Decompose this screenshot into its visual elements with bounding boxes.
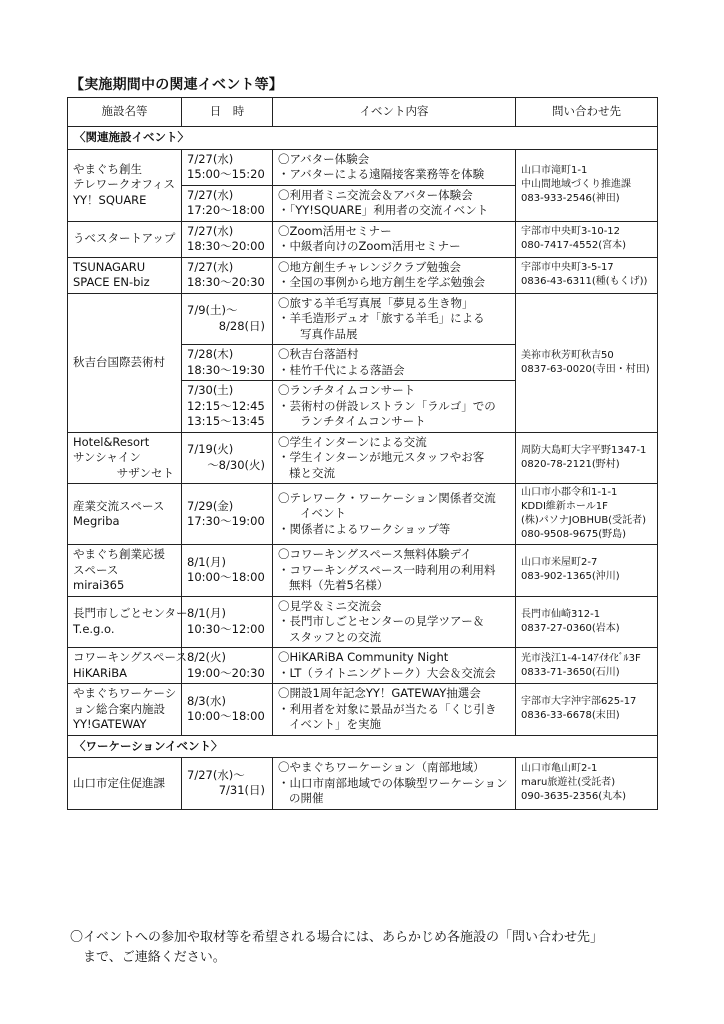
datetime-cell bbox=[182, 381, 273, 433]
content-line: 様と交流 bbox=[289, 465, 335, 480]
contact-line: 光市浅江1-4-14ｱｲｵｲﾋﾞﾙ3F bbox=[521, 652, 641, 664]
content-line: 写真作品展 bbox=[300, 326, 358, 341]
facility-cell bbox=[68, 648, 187, 684]
time-line: 19:00～20:30 bbox=[187, 665, 265, 680]
contact-line: 周防大島町大字平野1347-1 bbox=[521, 444, 647, 456]
facility-line: サザンセト bbox=[116, 465, 174, 480]
table-row bbox=[68, 684, 658, 736]
contact-cell bbox=[516, 758, 658, 810]
datetime-cell bbox=[182, 293, 273, 345]
facility-line: コワーキングスペース bbox=[73, 650, 187, 664]
contact-cell bbox=[516, 596, 658, 648]
content-line: 〇地方創生チャレンジクラブ勉強会 bbox=[278, 259, 461, 274]
content-line: ・学生インターンが地元スタッフやお客 bbox=[278, 450, 485, 464]
facility-line: スペース bbox=[73, 562, 119, 577]
contact-line: 山口市小郡令和1-1-1 bbox=[521, 487, 618, 498]
content-line: の開催 bbox=[289, 791, 324, 805]
contact-cell bbox=[516, 293, 658, 432]
datetime-cell bbox=[182, 596, 273, 648]
facility-cell bbox=[68, 545, 182, 597]
date-line: ～8/30(火) bbox=[207, 457, 265, 472]
footnote bbox=[70, 928, 660, 968]
time-line: 18:30～20:00 bbox=[187, 239, 265, 253]
content-cell bbox=[273, 185, 516, 221]
facility-cell bbox=[68, 596, 188, 648]
facility-cell bbox=[68, 484, 182, 545]
content-line: イベント」を実施 bbox=[289, 717, 381, 731]
content-line: 〇コワーキングスペース無料体験デイ bbox=[278, 547, 472, 561]
date-line: 7/19(火) bbox=[187, 442, 234, 457]
contact-line: 080-7417-4552(宮本) bbox=[521, 240, 627, 251]
time-line: 18:30～19:30 bbox=[187, 362, 265, 377]
table-row bbox=[68, 221, 658, 257]
content-cell bbox=[273, 293, 516, 345]
page-heading: 【実施期間中の関連イベント等】 bbox=[70, 77, 283, 93]
content-cell bbox=[273, 648, 516, 684]
contact-cell bbox=[516, 684, 658, 736]
time-line: 15:00～15:20 bbox=[187, 167, 265, 181]
content-line: ・コワーキングスペース一時利用の利用料 bbox=[278, 562, 496, 577]
facility-line: Megriba bbox=[73, 514, 120, 528]
date-line: 7/27(水) bbox=[187, 187, 234, 202]
facility-line: T.e.g.o. bbox=[73, 621, 115, 636]
facility-line: やまぐちワーケーシ bbox=[73, 686, 177, 700]
content-line: ・LT（ライトニングトーク）大会＆交流会 bbox=[278, 665, 496, 680]
datetime-cell bbox=[182, 484, 273, 545]
facility-cell bbox=[68, 257, 182, 293]
contact-line: 0837-63-0020(寺田・村田) bbox=[521, 363, 650, 375]
content-line: ・芸術村の併設レストラン「ラルゴ」での bbox=[278, 398, 496, 413]
facility-line: やまぐち創生 bbox=[73, 161, 142, 176]
facility-cell bbox=[68, 221, 182, 257]
content-cell bbox=[273, 221, 516, 257]
content-line: 〇HiKARiBA Community Night bbox=[278, 650, 449, 664]
table-row bbox=[68, 758, 658, 810]
time-line: 17:20～18:00 bbox=[187, 203, 265, 217]
content-cell bbox=[273, 758, 516, 810]
table-header-row bbox=[68, 98, 658, 127]
facility-line: ョン総合案内施設 bbox=[73, 701, 165, 716]
contact-cell bbox=[516, 257, 658, 293]
table-row bbox=[68, 648, 658, 684]
contact-cell bbox=[516, 545, 658, 597]
content-line: 〇学生インターンによる交流 bbox=[278, 434, 427, 449]
content-line: ・利用者を対象に景品が当たる「くじ引き bbox=[278, 701, 497, 716]
facility-line: TSUNAGARU bbox=[73, 259, 146, 274]
facility-line: SPACE EN-biz bbox=[73, 275, 150, 289]
content-line: 〇テレワーク・ワーケーション関係者交流 bbox=[278, 490, 496, 505]
facility-line: うべスタートアップ bbox=[73, 231, 176, 246]
time-line: 12:15～12:45 bbox=[187, 398, 265, 413]
content-line: ・関係者によるワークショップ等 bbox=[278, 521, 451, 536]
facility-cell bbox=[68, 684, 182, 736]
content-line: 〇見学＆ミニ交流会 bbox=[278, 598, 382, 613]
datetime-cell bbox=[182, 684, 273, 736]
content-line: 〇やまぐちワーケーション（南部地域） bbox=[278, 760, 485, 774]
contact-line: 0836-33-6678(末田) bbox=[521, 710, 620, 722]
table-row bbox=[68, 149, 658, 185]
content-line: 〇アバター体験会 bbox=[278, 151, 370, 166]
content-line: ・羊毛造形デュオ「旅する羊毛」による bbox=[278, 311, 485, 325]
facility-line: 長門市しごとセンター bbox=[73, 606, 188, 621]
table-row bbox=[68, 545, 658, 597]
content-line: 〇利用者ミニ交流会＆アバター体験会 bbox=[278, 187, 473, 202]
content-cell bbox=[273, 545, 516, 597]
header-datetime: 日 時 bbox=[182, 98, 273, 127]
time-line: 13:15～13:45 bbox=[187, 414, 265, 428]
facility-line: 山口市定住促進課 bbox=[73, 775, 165, 790]
content-cell bbox=[273, 345, 516, 381]
contact-line: 宇部市大字沖宇部625-17 bbox=[521, 696, 637, 708]
content-line: ・山口市南部地域での体験型ワーケーション bbox=[278, 775, 508, 790]
facility-line: 産業交流スペース bbox=[73, 498, 165, 513]
contact-line: 美祢市秋芳町秋吉50 bbox=[521, 349, 614, 361]
content-cell bbox=[273, 684, 516, 736]
facility-cell bbox=[68, 758, 182, 810]
content-line: 〇旅する羊毛写真展「夢見る生き物」 bbox=[278, 295, 474, 310]
content-line: 〇開設1周年記念YY！GATEWAY抽選会 bbox=[278, 686, 481, 700]
header-contact: 問い合わせ先 bbox=[516, 98, 658, 127]
date-line: 8/2(火) bbox=[187, 650, 226, 664]
content-line: 〇Zoom活用セミナー bbox=[278, 223, 392, 238]
content-line: ランチタイムコンサート bbox=[300, 414, 426, 428]
contact-line: 宇部市中央町3-10-12 bbox=[521, 226, 621, 237]
contact-line: 0820-78-2121(野村) bbox=[521, 458, 620, 470]
date-line: 8/28(日) bbox=[218, 318, 265, 333]
content-line: ・長門市しごとセンターの見学ツアー＆ bbox=[278, 614, 485, 628]
datetime-cell bbox=[182, 758, 273, 810]
facility-cell bbox=[68, 293, 182, 432]
content-cell bbox=[273, 484, 516, 545]
facility-line: YY！SQUARE bbox=[73, 192, 147, 207]
contact-line: 0833-71-3650(石川) bbox=[521, 666, 620, 678]
date-line: 7/9(土)～ bbox=[187, 303, 238, 318]
contact-line: 山口市滝町1-1 bbox=[521, 165, 588, 176]
datetime-cell bbox=[182, 149, 273, 185]
datetime-cell bbox=[182, 345, 273, 381]
facility-line: YY!GATEWAY bbox=[73, 717, 147, 731]
content-cell bbox=[273, 596, 516, 648]
datetime-cell bbox=[182, 185, 273, 221]
table-row bbox=[68, 432, 658, 484]
date-line: 7/27(水) bbox=[187, 151, 234, 166]
facility-cell bbox=[68, 149, 182, 221]
time-line: 10:00～18:00 bbox=[187, 570, 265, 585]
content-cell bbox=[273, 432, 516, 484]
date-line: 7/27(水) bbox=[187, 259, 234, 274]
contact-line: 宇部市中央町3-5-17 bbox=[521, 262, 614, 273]
contact-cell bbox=[516, 149, 658, 221]
section-label-workcation: 〈ワーケーションイベント〉 bbox=[68, 735, 658, 758]
datetime-cell bbox=[182, 257, 273, 293]
content-line: ・桂竹千代による落語会 bbox=[278, 362, 405, 377]
content-line: ・全国の事例から地方創生を学ぶ勉強会 bbox=[278, 275, 485, 289]
content-line: ・中級者向けのZoom活用セミナー bbox=[278, 239, 461, 253]
datetime-cell bbox=[182, 648, 273, 684]
date-line: 7/30(土) bbox=[187, 383, 234, 397]
contact-cell bbox=[516, 648, 658, 684]
datetime-cell bbox=[182, 432, 273, 484]
facility-line: サンシャイン bbox=[73, 450, 141, 464]
content-line: 〇秋吉台落語村 bbox=[278, 347, 359, 361]
date-line: 7/27(水) bbox=[187, 223, 234, 238]
datetime-cell bbox=[182, 545, 273, 597]
footnote-line: 〇イベントへの参加や取材等を希望される場合には、あらかじめ各施設の「問い合わせ先」 bbox=[70, 930, 604, 945]
facility-line: HiKARiBA bbox=[73, 665, 127, 680]
datetime-cell bbox=[182, 221, 273, 257]
date-line: 7/31(日) bbox=[218, 783, 265, 798]
header-facility: 施設名等 bbox=[68, 98, 182, 127]
section-label-related: 〈関連施設イベント〉 bbox=[68, 127, 658, 150]
facility-cell bbox=[68, 432, 182, 484]
contact-cell bbox=[516, 432, 658, 484]
facility-line: Hotel&Resort bbox=[73, 434, 150, 449]
facility-line: テレワークオフィス bbox=[73, 177, 176, 192]
header-event-content: イベント内容 bbox=[273, 98, 516, 127]
contact-line: KDDI維新ホール1F bbox=[521, 501, 608, 512]
date-line: 8/1(月) bbox=[187, 606, 226, 621]
time-line: 10:00～18:00 bbox=[187, 709, 265, 724]
table-row bbox=[68, 596, 658, 648]
contact-line: 083-933-2546(神田) bbox=[521, 193, 620, 204]
time-line: 17:30～19:00 bbox=[187, 514, 265, 528]
contact-line: (株)パソナJOBHUB(受託者) bbox=[521, 515, 646, 526]
table-row bbox=[68, 257, 658, 293]
content-line: ・アバターによる遠隔接客業務等を体験 bbox=[278, 167, 485, 181]
contact-cell bbox=[516, 221, 658, 257]
contact-line: 0836-43-6311(種(もくげ)) bbox=[521, 276, 648, 287]
facility-line: 秋吉台国際芸術村 bbox=[73, 354, 165, 369]
content-line: イベント bbox=[300, 506, 346, 521]
content-line: 無料（先着5名様） bbox=[289, 578, 389, 592]
contact-line: 山口市米屋町2-7 bbox=[521, 557, 598, 569]
contact-line: 長門市仙崎312-1 bbox=[521, 608, 601, 620]
footnote-line: まで、ご連絡ください。 bbox=[83, 950, 226, 965]
contact-line: 083-902-1365(沖川) bbox=[521, 571, 620, 583]
events-table bbox=[67, 97, 658, 810]
contact-line: 080-9508-9675(野島) bbox=[521, 529, 627, 540]
date-line: 8/3(水) bbox=[187, 693, 226, 708]
contact-line: 090-3635-2356(丸本) bbox=[521, 791, 627, 803]
contact-cell bbox=[516, 484, 658, 545]
content-line: スタッフとの交流 bbox=[289, 629, 381, 644]
date-line: 7/29(金) bbox=[187, 498, 234, 513]
content-cell bbox=[273, 149, 516, 185]
contact-line: 山口市亀山町2-1 bbox=[521, 763, 598, 775]
table-row bbox=[68, 484, 658, 545]
contact-line: 中山間地域づくり推進課 bbox=[521, 179, 631, 190]
date-line: 7/27(水)～ bbox=[187, 767, 245, 782]
date-line: 8/1(月) bbox=[187, 554, 226, 569]
time-line: 10:30～12:00 bbox=[187, 621, 265, 636]
content-line: ・「YY!SQUARE」利用者の交流イベント bbox=[278, 203, 489, 217]
content-line: 〇ランチタイムコンサート bbox=[278, 383, 416, 397]
facility-line: やまぐち創業応援 bbox=[73, 547, 165, 561]
contact-line: maru旅遊社(受託者) bbox=[521, 777, 616, 789]
content-cell bbox=[273, 381, 516, 433]
facility-line: mirai365 bbox=[73, 578, 125, 592]
table-row bbox=[68, 293, 658, 345]
date-line: 7/28(木) bbox=[187, 347, 234, 361]
section-row-related bbox=[68, 127, 658, 150]
contact-line: 0837-27-0360(岩本) bbox=[521, 622, 620, 634]
section-row-workcation bbox=[68, 735, 658, 758]
time-line: 18:30～20:30 bbox=[187, 275, 265, 289]
content-cell bbox=[273, 257, 516, 293]
